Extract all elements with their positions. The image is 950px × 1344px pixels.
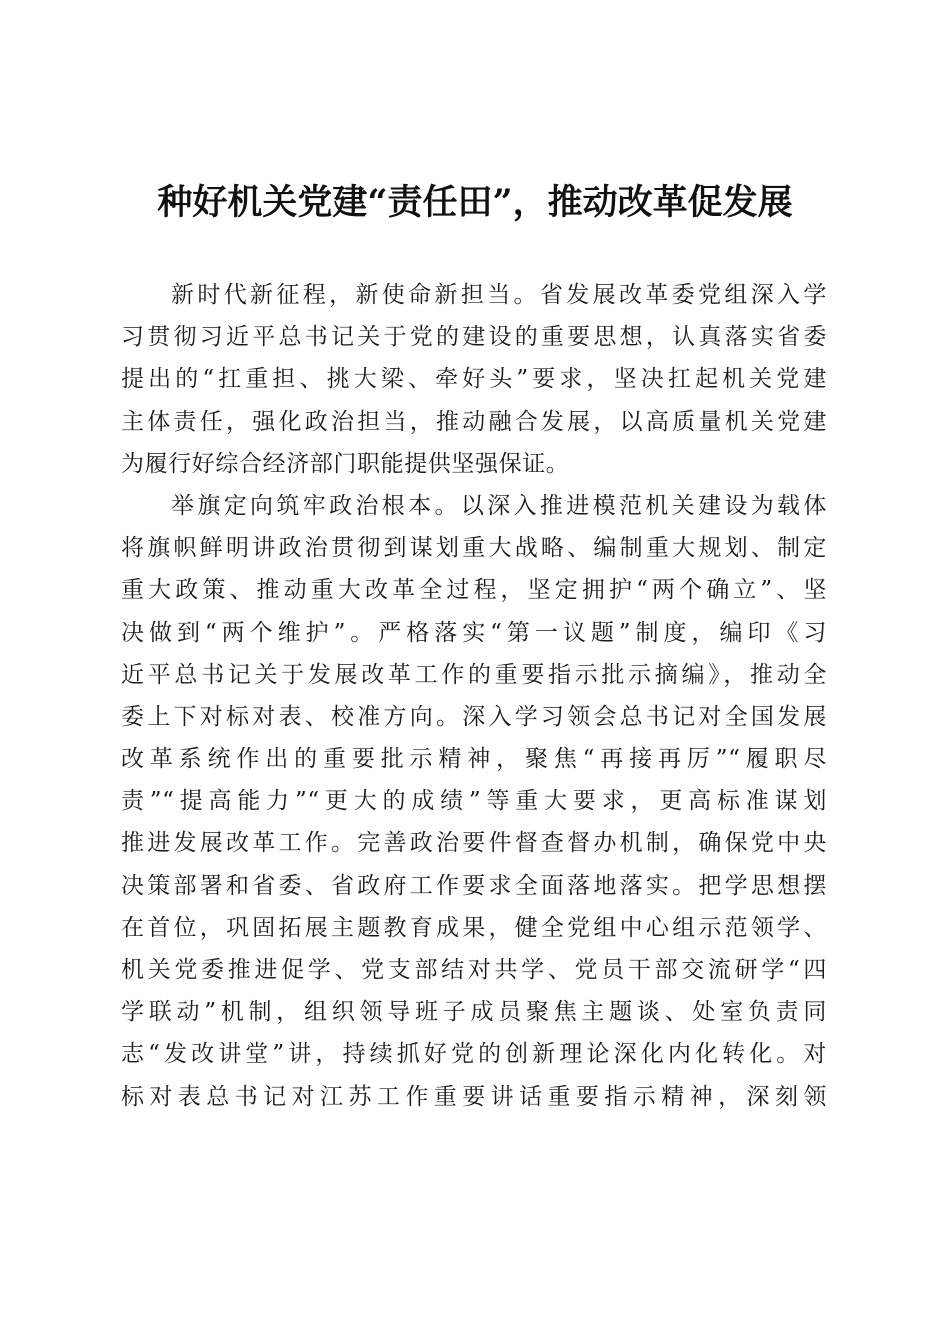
paragraph-line: 学联动”机制，组织领导班子成员聚焦主题谈、处室负责同	[121, 999, 827, 1026]
paragraph-line: 委上下对标对表、校准方向。深入学习领会总书记对全国发展	[121, 703, 827, 730]
paragraph-line: 新时代新征程，新使命新担当。省发展改革委党组深入学	[171, 282, 827, 308]
paragraph-line: 志“发改讲堂”讲，持续抓好党的创新理论深化内化转化。对	[121, 1041, 827, 1068]
paragraph-line: 主体责任，强化政治担当，推动融合发展，以高质量机关党建	[121, 408, 827, 435]
paragraph-1	[121, 274, 827, 485]
paragraph-line: 在首位，巩固拓展主题教育成果，健全党组中心组示范领学、	[121, 914, 827, 941]
paragraph-line: 提出的“扛重担、挑大梁、牵好头”要求，坚决扛起机关党建	[121, 366, 827, 393]
paragraph-line: 责”“提高能力”“更大的成绩”等重大要求，更高标准谋划	[121, 788, 827, 815]
paragraph-line: 习贯彻习近平总书记关于党的建设的重要思想，认真落实省委	[121, 324, 827, 351]
paragraph-line: 决策部署和省委、省政府工作要求全面落地落实。把学思想摆	[121, 872, 827, 899]
paragraph-line: 将旗帜鲜明讲政治贯彻到谋划重大战略、编制重大规划、制定	[121, 535, 827, 562]
document-body	[121, 274, 827, 1118]
paragraph-line: 近平总书记关于发展改革工作的重要指示批示摘编》，推动全	[121, 661, 827, 688]
paragraph-2	[121, 485, 827, 1118]
paragraph-line: 举旗定向筑牢政治根本。以深入推进模范机关建设为载体	[171, 492, 827, 519]
document-title: 种好机关党建“责任田”，推动改革促发展	[157, 182, 793, 223]
paragraph-line: 为履行好综合经济部门职能提供坚强保证。	[121, 450, 570, 477]
paragraph-line: 改革系统作出的重要批示精神，聚焦“再接再厉”“履职尽	[121, 746, 827, 773]
paragraph-line: 推进发展改革工作。完善政治要件督查督办机制，确保党中央	[121, 830, 827, 857]
paragraph-line: 重大政策、推动重大改革全过程，坚定拥护“两个确立”、坚	[121, 577, 827, 604]
paragraph-line: 机关党委推进促学、党支部结对共学、党员干部交流研学“四	[121, 957, 827, 983]
paragraph-line: 决做到“两个维护”。严格落实“第一议题”制度，编印《习	[121, 619, 827, 646]
paragraph-line: 标对表总书记对江苏工作重要讲话重要指示精神，深刻领	[121, 1083, 827, 1110]
